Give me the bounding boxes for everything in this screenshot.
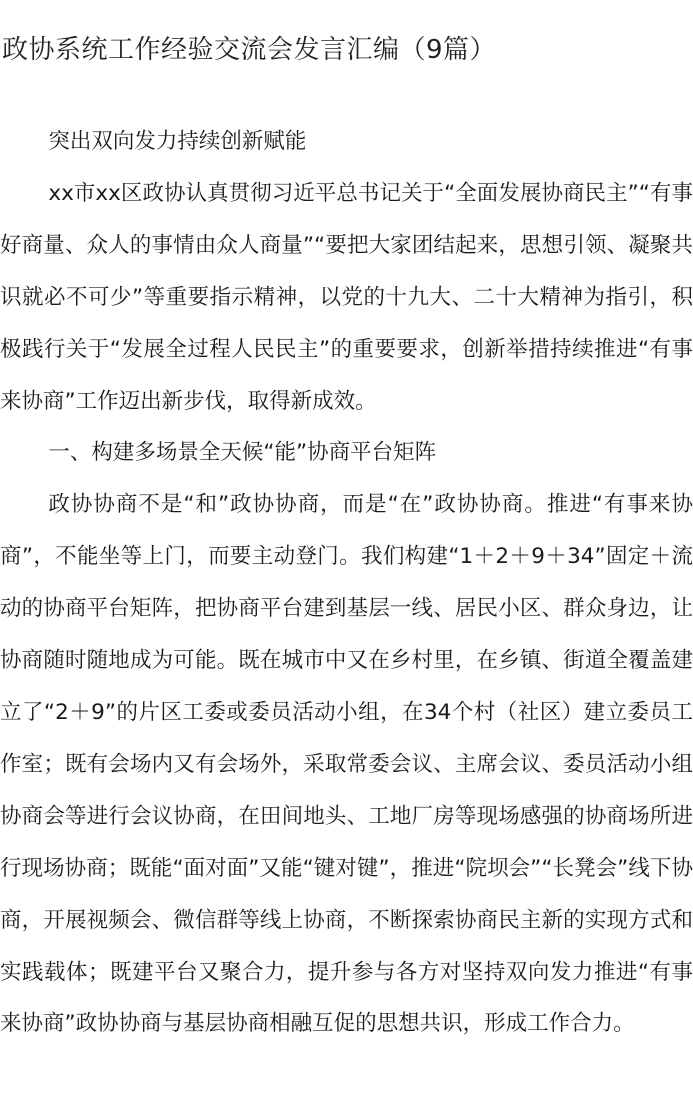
section-1-paragraph: 政协协商不是“和”政协协商，而是“在”政协协商。推进“有事来协商”，不能坐等上门，而要主动登门。我们构建“1＋2＋9＋34”固定＋流动的协商平台矩阵，把协商平台建到基层一线、居民小区、群众身边，让协商随时随地成为可能。既在城市中又在乡村里，在乡镇、街道全覆盖建立了“2＋9”的片区工委或委员活动小组，在34个村（社区）建立委员工作室；既有会场内又有会场外，采取常委会议、主席会议、委员活动小组协商会等进行会议协商，在田间地头、工地厂房等现场感强的协商场所进行现场协商；既能“面对面”又能“键对键”，推进“院坝会”“长凳会”线下协商，开展视频会、微信群等线上协商，不断探索协商民主新的实现方式和实践载体；既建平台又聚合力，提升参与各方对坚持双向发力推进“有事来协商”政协协商与基层协商相融互促的思想共识，形成工作合力。: [0, 492, 693, 1037]
document-title: 政协系统工作经验交流会发言汇编（9篇）: [2, 35, 497, 65]
section-heading-1: 一、构建多场景全天候“能”协商平台矩阵: [48, 440, 437, 466]
section-subtitle: 突出双向发力持续创新赋能: [48, 129, 307, 154]
document-body: [0, 116, 693, 1050]
intro-paragraph: xx市xx区政协认真贯彻习近平总书记关于“全面发展协商民主”“有事好商量、众人的事情由众人商量”“要把大家团结起来，思想引领、凝聚共识就必不可少”等重要指示精神，以党的十九大、二十大精神为指引，积极践行关于“发展全过程人民民主”的重要要求，创新举措持续推进“有事来协商”工作迈出新步伐，取得新成效。: [0, 180, 693, 414]
